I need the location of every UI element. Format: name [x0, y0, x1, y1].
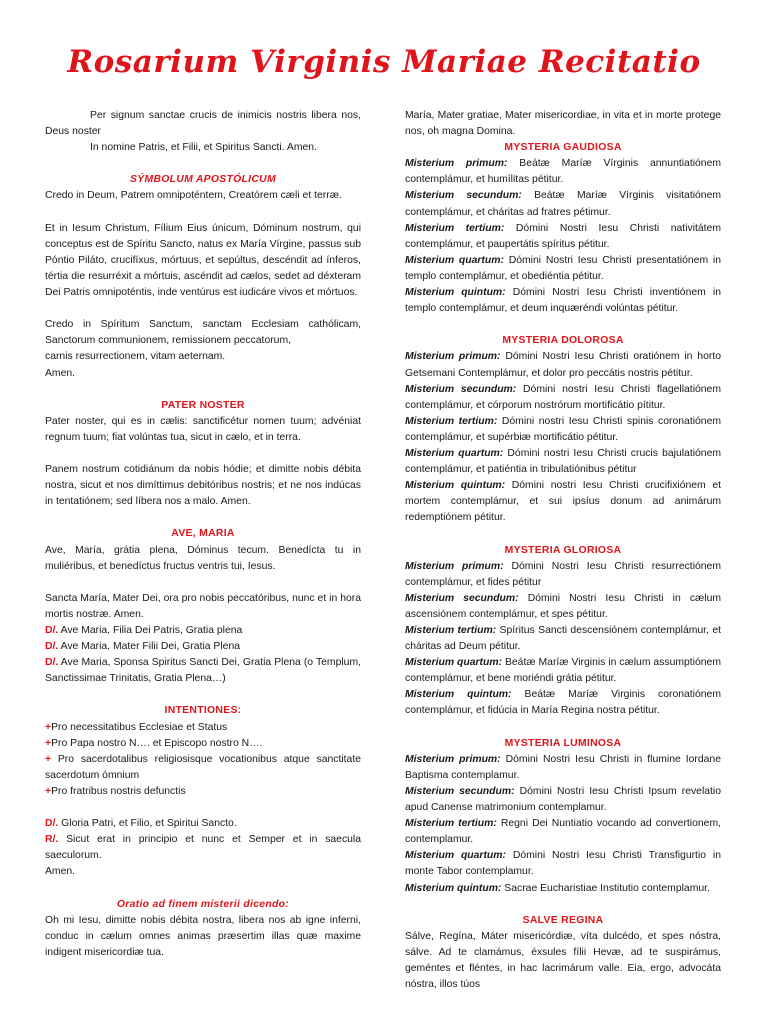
section-heading-symbolum: SÝMBOLUM APOSTÓLICUM [130, 174, 276, 186]
mystery-label: Misterium quartum: [405, 657, 503, 669]
versicle-line [45, 655, 361, 687]
section-heading-ave: AVE, MARIA [171, 528, 235, 540]
mystery-text: Dómini Nostri Iesu Christi resurrectiónem contemplámur, et fides pétitur [405, 560, 721, 588]
mystery-label: Misterium secundum: [405, 190, 522, 202]
mysteries-dolorosa [405, 349, 721, 526]
mystery-item [405, 382, 721, 414]
intention-text: Pro fratribus nostris defunctis [51, 785, 186, 797]
mystery-item [405, 848, 721, 880]
intention-text: Pro Papa nostro N…. et Episcopo nostro N…. [51, 737, 263, 749]
left-column [45, 108, 361, 961]
mystery-label: Misterium quintum: [405, 882, 502, 894]
mystery-item [405, 221, 721, 253]
mystery-text: Beátæ Maríæ Vírginis visitatiónem contemplámur, et cháritas ad fratres pétimur. [405, 190, 722, 218]
paragraph: María, Mater gratiae, Mater misericordiae, in vita et in morte protege nos, oh magna Domina. [405, 110, 721, 138]
mystery-text: Sacrae Eucharistiae Institutio contemplamur. [504, 882, 710, 894]
mystery-text: Spíritus Sancti descensiónem contemplámur, et cháritas ad Deum pétitur. [405, 625, 721, 653]
mystery-label: Misterium quintum: [405, 689, 512, 701]
section-heading-dolorosa: MYSTERIA DOLOROSA [502, 335, 624, 347]
mystery-item [405, 881, 721, 897]
cross-icon: + [45, 721, 52, 733]
paragraph-line: Amen. [45, 367, 76, 379]
mystery-item [405, 559, 721, 591]
response-text: Sicut erat in principio et nunc et Semper et in saecula saeculorum. [45, 834, 362, 862]
mystery-item [405, 188, 721, 220]
versicle-marker: D/. [45, 625, 59, 636]
response-marker: R/. [45, 834, 59, 846]
mystery-label: Misterium secundum: [405, 785, 515, 797]
versicle-marker: D/. [45, 818, 59, 830]
mystery-item [405, 253, 721, 285]
mystery-label: Misterium primum: [405, 560, 504, 572]
mystery-label: Misterium tertium: [405, 625, 497, 636]
mystery-item [405, 655, 721, 687]
paragraph: Sálve, Regína, Máter misericórdiæ, víta dulcédo, et spes nóstra, sálve. Ad te clamámus, éxsules fílii Hevæ, ad te suspirámus, geméntes et fléntes, in hac lacrimárum valle. Eia, ergo, advocáta nóstra, illos túos [405, 930, 721, 991]
versicle-line [45, 639, 361, 655]
mystery-label: Misterium secundum: [405, 383, 517, 395]
intention-text: Pro sacerdotalibus religiosisque vocationibus atque sanctitate sacerdotum ómnium [45, 753, 361, 781]
mystery-label: Misterium primum: [405, 753, 501, 765]
section-heading-pater: PATER NOSTER [161, 399, 245, 411]
mystery-item [405, 687, 721, 719]
paragraph: Et in Iesum Christum, Fílium Eius únicum, Dóminum nostrum, qui conceptus est de Spíritu Sancto, natus ex María Vírgine, passus sub Póntio Piláto, crucifíxus, mórtuus, et sepúltus, descéndit ad ínferos, tértia die resurréxit a mórtuis, ascéndit ad cælos, sedet ad déxteram Dei Patris omnipoténtis, inde ventúrus est iudicáre vivos et mórtuos. [45, 222, 361, 299]
mystery-item [405, 478, 721, 526]
versicle-line [45, 816, 361, 832]
right-column [405, 108, 721, 993]
intention-item [45, 752, 361, 784]
opening-prayer: Per signum sanctae crucis de inimicis nostris libera nos, Deus noster [45, 110, 361, 138]
mystery-text: Dómini nostri Iesu Christi spinis coronatiónem contemplámur, et supérbiæ mortificátio pétitur. [405, 415, 722, 443]
mystery-item [405, 285, 721, 317]
section-heading-luminosa: MYSTERIA LUMINOSA [504, 737, 622, 749]
page-title: Rosarium Virginis Mariae Recitatio [67, 44, 701, 80]
mystery-label: Misterium quartum: [405, 254, 504, 266]
versicle-line [45, 623, 361, 639]
mystery-text: Dómini Nostri Iesu Christi Ipsum revelatio apud Canense matrimonium contemplamur. [405, 785, 722, 814]
mystery-text: Beátæ Maríæ Virginis coronatiónem contemplámur, et fidúcia in María Regina nostra pétitur. [405, 689, 721, 717]
section-heading-salve: SALVE REGINA [522, 914, 604, 926]
mystery-label: Misterium tertium: [405, 415, 498, 427]
intention-item [45, 720, 361, 736]
paragraph: Ave, María, grátia plena, Dóminus tecum. Benedícta tu in muliéribus, et benedíctus fructus ventris tui, Iesus. [45, 544, 361, 572]
mystery-item [405, 784, 721, 816]
mystery-item [405, 623, 721, 655]
mystery-text: Dómini Nostri Iesu Christi Transfigurtio in monte Tabor contemplamur. [405, 850, 721, 878]
mystery-text: Dómini Nostri Iesu Christi nativitátem contemplámur, et paupertátis spíritus pétitur. [405, 222, 721, 250]
section-heading-intentiones: INTENTIONES: [164, 705, 242, 717]
mystery-item [405, 816, 721, 848]
mystery-text: Dómini Nostri Iesu Christi presentatiónem in templo contemplámur, et obediéntia pétitur. [405, 254, 721, 282]
mystery-label: Misterium quintum: [405, 287, 506, 299]
mystery-label: Misterium quintum: [405, 480, 506, 492]
mystery-text: Dómini nostri Iesu Christi crucifixiónem et mortem contemplámur, et sui ipsíus donum ad animárum redemptiónem pétitur. [405, 480, 721, 524]
intention-text: Pro necessitatibus Ecclesiae et Status [51, 721, 228, 733]
mystery-item [405, 349, 721, 381]
intention-item [45, 736, 361, 752]
mystery-item [405, 446, 721, 478]
paragraph-line: carnis resurrectionem, vitam aeternam. [45, 351, 226, 363]
cross-icon: + [45, 737, 52, 749]
versicle-text: Gloria Patri, et Filio, et Spiritui Sancto. [61, 818, 237, 830]
mystery-text: Dómini Nostri Iesu Christi in flumine Iordane Baptisma contemplamur. [405, 753, 721, 781]
mystery-text: Dómini Nostri Iesu Christi in cælum ascensiónem contemplámur, et spes pétitur. [405, 592, 722, 620]
mystery-text: Beátæ Maríæ Vírginis annuntiatiónem contemplámur, et humílitas pétitur. [405, 158, 722, 186]
mystery-item [405, 156, 721, 188]
mystery-text: Dómini nostri Iesu Christi flagellatiónem contemplámur, et córporum nostrórum mortificátio pítitur. [405, 383, 721, 411]
mystery-label: Misterium primum: [405, 158, 508, 170]
mystery-item [405, 591, 721, 623]
mysteries-luminosa [405, 752, 721, 897]
versicle-text: Ave Maria, Filia Dei Patris, Gratia plena [60, 625, 243, 636]
mystery-text: Regni Dei Nuntiatio vocando ad convertionem, contemplamur. [405, 818, 721, 846]
cross-icon: + [45, 785, 52, 797]
versicle-marker: D/. [45, 657, 59, 669]
mystery-item [405, 414, 721, 446]
cross-icon: + [45, 753, 52, 765]
mystery-text: Dómini nostri Iesu Christi crucis bajulatiónem contemplámur, et patiéntia in tribulatiónibus pétitur [405, 447, 722, 476]
paragraph: Panem nostrum cotidiánum da nobis hódie; et dimitte nobis débita nostra, sicut et nos dimíttimus debitóribus nostris; et ne nos indúcas in tentatiónem; sed líbera nos a malo. Amen. [45, 464, 361, 508]
mystery-text: Dómini Nostri Iesu Christi inventiónem in templo contemplámur, et deum inquæréndi volúntas pétitur. [405, 287, 722, 315]
mystery-label: Misterium quartum: [405, 447, 504, 459]
versicle-text: Ave Maria, Mater Filii Dei, Gratia Plena [60, 641, 241, 653]
paragraph: Credo in Spíritum Sanctum, sanctam Ecclesiam cathólicam, Sanctorum communionem, remissionem peccatorum, [45, 319, 361, 347]
mystery-label: Misterium primum: [405, 351, 501, 363]
mystery-label: Misterium quartum: [405, 850, 506, 862]
mystery-text: Beátæ Maríæ Virginis in cælum assumptiónem contemplámur, et bene moriéndi grátia pétitur. [405, 657, 721, 685]
mysteries-gaudiosa [405, 156, 721, 317]
mystery-label: Misterium tertium: [405, 222, 505, 234]
paragraph: Sancta María, Mater Dei, ora pro nobis peccatóribus, nunc et in hora mortis nostræ. Amen. [45, 592, 361, 620]
sign-of-cross: In nomine Patris, et Filii, et Spiritus Sancti. Amen. [90, 142, 317, 154]
versicle-marker: D/. [45, 641, 59, 653]
section-heading-gloriosa: MYSTERIA GLORIOSA [504, 544, 622, 556]
paragraph: Oh mi Iesu, dimitte nobis débita nostra, libera nos ab igne inferni, conduc in cælum omnes animas præsertim illas quæ maxime indigent misericordiæ tua. [45, 914, 361, 958]
paragraph: Pater noster, qui es in cælis: sanctificétur nomen tuum; advéniat regnum tuum; fiat volúntas tua, sicut in cælo, et in terra. [45, 415, 361, 443]
section-heading-gaudiosa: MYSTERIA GAUDIOSA [504, 142, 622, 154]
versicle-text: Ave Maria, Sponsa Spiritus Sancti Dei, Gratia Plena (o Templum, Sanctissimae Trinitatis, Gratia Plena…) [45, 657, 361, 685]
mystery-label: Misterium secundum: [405, 592, 519, 604]
mystery-label: Misterium tertium: [405, 818, 497, 830]
intention-item [45, 784, 361, 800]
mystery-item [405, 752, 721, 784]
paragraph: Credo in Deum, Patrem omnipoténtem, Creatórem cæli et terræ. [45, 190, 342, 202]
section-heading-oratio: Oratio ad finem misterii dicendo: [116, 898, 290, 910]
mystery-text: Dómini Nostri Iesu Christi oratiónem in horto Getsemani Contemplámur, et dolor pro peccátis nostris pétitur. [405, 351, 721, 379]
mysteries-gloriosa [405, 559, 721, 720]
paragraph-line: Amen. [45, 866, 76, 878]
response-line [45, 832, 361, 864]
